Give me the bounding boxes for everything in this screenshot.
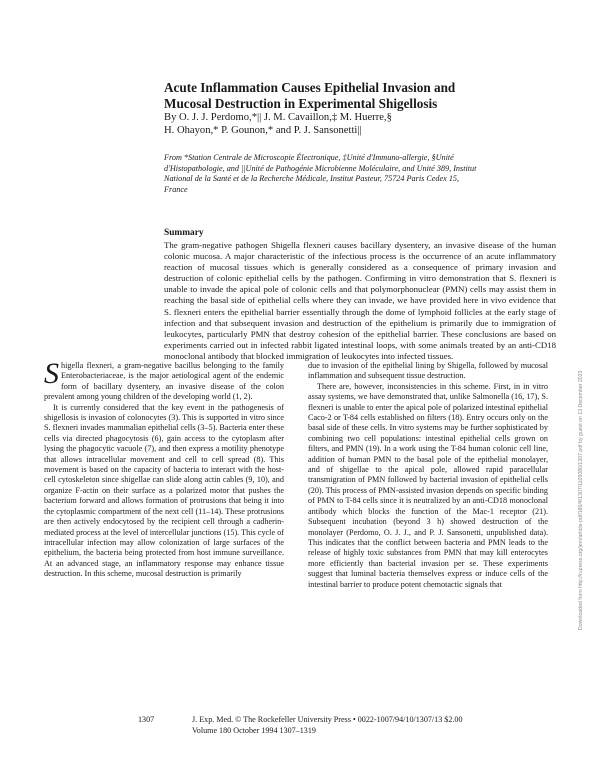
body-paragraph: It is currently considered that the key event in the pathogenesis of shigellosis is invasion of colonocytes (3). This is supported in vitro since S. flexneri invades mammalian epithelial cells (3–5). Bacteria enter these cells via directed phagocytosis (6), gain access to the cytoplasm after lysing the phagocytic vacuole (7), and then express a motility phenotype that allows intracellular movement and cell to cell spread (8). This movement is based on the capacity of bacteria to interact with the host-cell cytoskeleton since shigellae can slide along actin cables (9, 10), and organize F-actin on their surface as a polarized motor that pushes the bacterium forward and allows formation of protrusions that being it into the cytoplasmic compartment of the next cell (11–14). These protrusions are then actively endocytosed by the recipient cell through a cadherin-mediated process at the level of intercellular junctions (15). This cycle of intracellular infection may allow colonization of large surfaces of the epithelium, the bacteria being protected from host immune surveillance. At an advanced stage, an inflammatory response may enhance tissue destruction. In this scheme, mucosal destruction is primarily [44, 402, 284, 579]
volume-info: Volume 180 October 1994 1307–1319 [192, 726, 316, 735]
title-line: Mucosal Destruction in Experimental Shigellosis [164, 95, 438, 111]
authors-line: By O. J. J. Perdomo,*|| J. M. Cavaillon,‡ M. Huerre,§ [164, 112, 392, 123]
body-paragraph: due to invasion of the epithelial lining by Shigella, followed by mucosal inflammation and subsequent tissue destruction. [308, 361, 548, 381]
summary-heading: Summary [164, 228, 204, 238]
affiliation-block [164, 153, 556, 195]
watermark-text: Downloaded from http://rupress.org/jem/article-pdf/180/4/1307/1105080/1307.pdf by guest on 13 December 2023 [578, 370, 584, 630]
paragraph-text: higella flexneri, a gram-negative bacillus belonging to the family Enterobacteriaceae, is the major aetiological agent of the endemic form of bacillary dysentery, an invasive disease of the colon prevalent among young children of the developing world (1, 2). [44, 361, 284, 402]
affiliation-line: d'Histopathologie, and ||Unité de Pathogénie Microbienne Moléculaire, and Unité 389, Institut [164, 163, 477, 173]
summary-text: The gram-negative pathogen Shigella flexneri causes bacillary dysentery, an invasive disease of the human colonic mucosa. A major characteristic of the infectious process is the occurrence of an acute inflammatory reaction of mucosal tissues which is generally considered as a consequence of primary invasion and destruction of colonic epithelial cells by the pathogen. Confirming in vitro demonstration that S. flexneri is unable to invade the apical pole of colonic cells and that polymorphonuclear (PMN) cells may assist them in reaching the basal side of epithelial cells where they can invade, we have provided here in vivo evidence that S. flexneri enters the epithelial barrier essentially through the dome of lymphoid follicles at the early stage of infection and that subsequent invasion and destruction of the epithelium is primarily due to immigration of leukocytes, particularly PMN that destroy cohesion of the epithelial barrier. These conclusions are based on experiments carried out in infected rabbit ligated intestinal loops, with some animals treated by an anti-CD18 monoclonal antibody that blocked immigration of leukocytes into infected tissues. [164, 240, 556, 361]
author-list [164, 111, 544, 137]
article-title [164, 80, 544, 111]
affiliation-line: From *Station Centrale de Microscopie Électronique, ‡Unité d'Immuno-allergie, §Unité [164, 153, 454, 162]
page-number: 1307 [138, 715, 155, 724]
title-line: Acute Inflammation Causes Epithelial Invasion and [164, 80, 456, 95]
drop-cap: S [44, 357, 59, 390]
download-watermark [578, 210, 588, 630]
body-paragraph [44, 357, 284, 403]
affiliation-line: National de la Santé et de la Recherche Médicale, Institut Pasteur, 75724 Paris Cedex 15, [164, 174, 460, 184]
body-column-left [44, 357, 284, 580]
authors-line: H. Ohayon,* P. Gounon,* and P. J. Sansonetti|| [164, 125, 362, 136]
body-column-right [308, 361, 548, 590]
affiliation-line: France [164, 184, 188, 194]
body-paragraph: There are, however, inconsistencies in this scheme. First, in in vitro assay systems, we have demonstrated that, unlike Salmonella (16, 17), S. flexneri is unable to enter the apical pole of polarized intestinal epithelial Caco-2 or T-84 cells established on filters (18). Entry occurs only on the basal side of these cells. In vitro systems may be further sophisticated by combining two cell populations: intestinal epithelial cells grown on filters, and PMN (19). In a work using the T-84 human colonic cell line, addition of human PMN to the basal pole of the epithelial monolayer, and of shigellae to the apical pole, allowed rapid paracellular transmigration of PMN followed by bacterial invasion of epithelial cells (20). This process of PMN-assisted invasion depends on specific binding of PMN to T-84 cells since it is neutralized by an anti-CD18 monoclonal antibody which blocks the function of the Mac-1 receptor (21). Subsequent incubation (beyond 3 h) showed destruction of the monolayer (Perdomo, O. J. J., and P. J. Sansonetti, unpublished data). This indicates that the conflict between bacteria and PMN leads to the release of highly toxic substances from PMN that may kill enterocytes more efficiently than bacterial invasion per se. These experiments suggest that luminal bacteria themselves express or induce cells of the intestinal barrier to produce potent chemotactic signals that [308, 381, 548, 589]
journal-info: J. Exp. Med. © The Rockefeller University Press • 0022-1007/94/10/1307/13 $2.00 [192, 715, 463, 724]
